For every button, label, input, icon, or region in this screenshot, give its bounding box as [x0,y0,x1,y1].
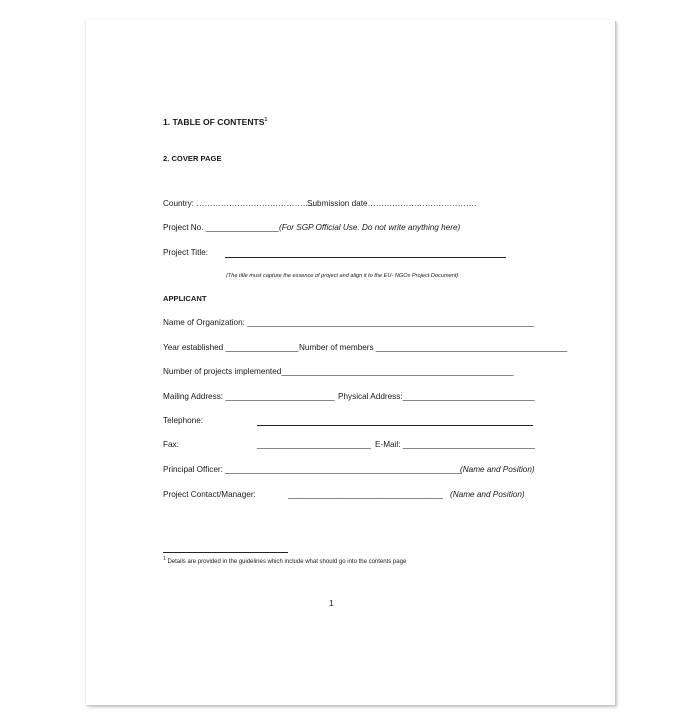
physical-address-field[interactable]: Physical Address:_____________________________ [338,392,535,401]
footnote-separator [163,552,288,553]
telephone-line[interactable] [257,425,533,426]
mailing-address-field[interactable]: Mailing Address: ________________________ [163,392,335,401]
project-no-field[interactable]: Project No. ________________ [163,223,279,232]
project-contact-note: (Name and Position) [450,490,525,499]
project-contact-label: Project Contact/Manager: [163,490,256,499]
country-field[interactable]: Country: …………………………………….. [163,199,316,208]
toc-heading [163,117,267,127]
project-title-label: Project Title: [163,248,209,257]
footnote [163,557,406,567]
toc-footnote-ref: 1 [264,117,268,124]
project-title-note: (The title must capture the essence of project and align it to the EU- NGOs Project Document) [226,273,459,279]
project-contact-field[interactable]: __________________________________ [288,490,443,499]
submission-date-field[interactable]: Submission date…………………………………. [307,199,477,208]
number-of-projects-field[interactable]: Number of projects implemented___________________________________________________ [163,367,514,376]
cover-page-heading: 2. COVER PAGE [163,154,222,163]
organization-name-field[interactable]: Name of Organization: _______________________________________________________________ [163,318,535,327]
fax-label: Fax: [163,440,179,449]
project-title-line[interactable] [225,257,506,258]
year-established-field[interactable]: Year established ________________ [163,343,299,352]
number-of-members-field[interactable]: Number of members __________________________________________ [299,343,568,352]
footnote-text: Details are provided in the guidelines which include what should go into the contents page [167,559,407,565]
document-page [86,20,615,705]
principal-officer-field[interactable]: Principal Officer: ____________________________________________________ [163,465,462,474]
page-number: 1 [329,599,334,608]
principal-officer-note: (Name and Position) [460,465,535,474]
project-no-note: (For SGP Official Use. Do not write anything here) [279,223,461,232]
toc-heading-text: 1. TABLE OF CONTENTS [163,117,265,127]
telephone-label: Telephone: [163,416,204,425]
footnote-marker: 1 [163,556,166,562]
email-field[interactable]: E-Mail: _____________________________ [375,440,535,449]
applicant-heading: APPLICANT [163,294,207,303]
fax-field[interactable]: _________________________ [257,440,371,449]
